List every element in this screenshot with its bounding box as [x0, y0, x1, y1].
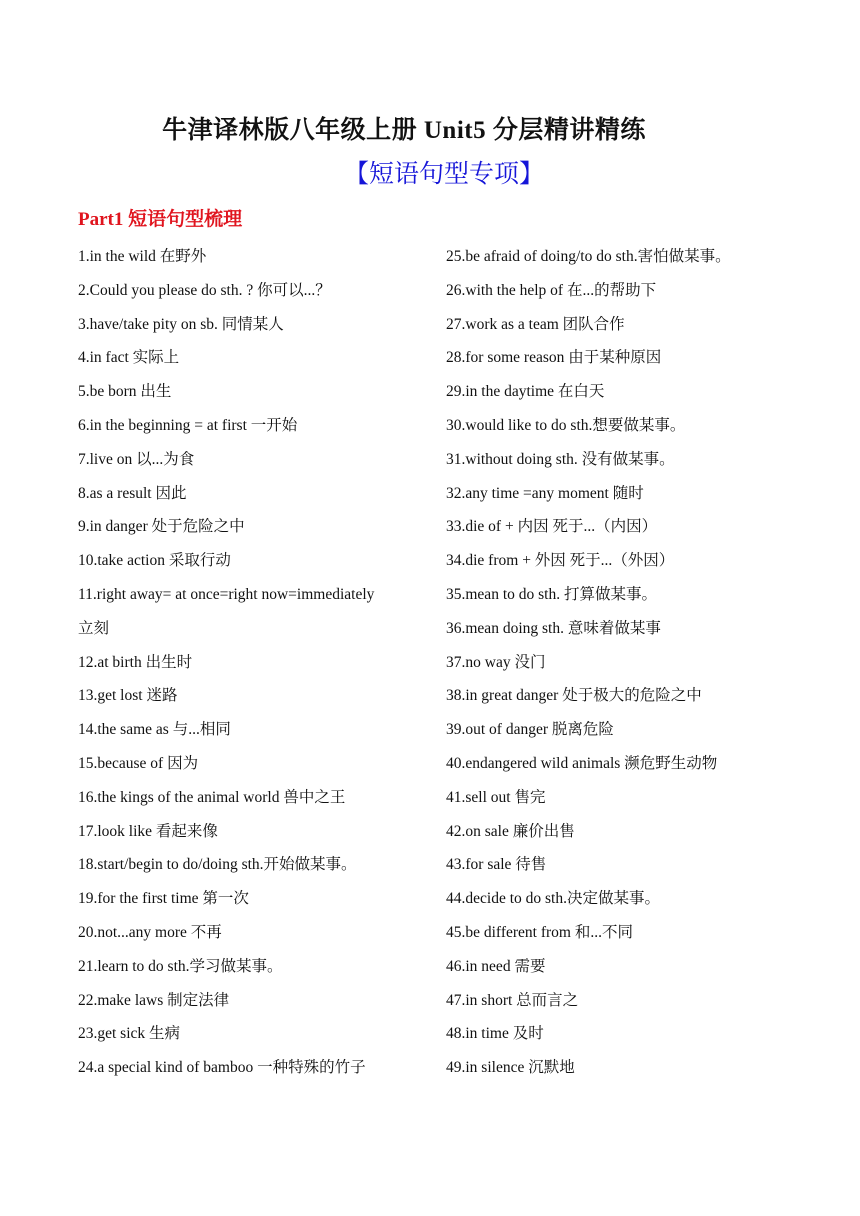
phrase-item: 22.make laws 制定法律: [78, 991, 230, 1009]
phrase-item: 40.endangered wild animals 濒危野生动物: [446, 754, 718, 772]
page-subtitle: 【短语句型专项】: [343, 159, 544, 188]
section-heading: Part1 短语句型梳理: [78, 209, 243, 230]
phrase-item: 25.be afraid of doing/to do sth.害怕做某事。: [446, 248, 731, 265]
phrase-item: 29.in the daytime 在白天: [446, 383, 605, 401]
phrase-item: 44.decide to do sth.决定做某事。: [446, 890, 660, 908]
phrase-item: 3.have/take pity on sb. 同情某人: [78, 315, 284, 333]
phrase-item: 47.in short 总而言之: [446, 991, 579, 1009]
phrase-item: 48.in time 及时: [446, 1025, 544, 1043]
phrase-item: 10.take action 采取行动: [78, 552, 231, 570]
phrase-item: 13.get lost 迷路: [78, 687, 178, 705]
phrase-item: 17.look like 看起来像: [78, 822, 218, 840]
phrase-item: 6.in the beginning = at first 一开始: [78, 416, 298, 434]
phrase-item: 8.as a result 因此: [78, 484, 187, 502]
phrase-item: 43.for sale 待售: [446, 856, 547, 874]
phrase-item: 23.get sick 生病: [78, 1025, 181, 1043]
phrase-item: 35.mean to do sth. 打算做某事。: [446, 585, 657, 603]
phrase-item: 42.on sale 廉价出售: [446, 822, 575, 840]
phrase-item: 19.for the first time 第一次: [78, 890, 249, 908]
phrase-item: 9.in danger 处于危险之中: [78, 518, 245, 536]
phrase-item: 11.right away= at once=right now=immediately: [78, 585, 375, 603]
phrase-item: 20.not...any more 不再: [78, 923, 222, 941]
phrase-item: 36.mean doing sth. 意味着做某事: [446, 619, 661, 637]
phrase-item: 2.Could you please do sth. ? 你可以...？: [78, 281, 331, 299]
phrase-item: 21.learn to do sth.学习做某事。: [78, 957, 283, 975]
phrase-item: 32.any time =any moment 随时: [446, 484, 644, 502]
phrase-item: 28.for some reason 由于某种原因: [446, 349, 662, 367]
phrase-item: 16.the kings of the animal world 兽中之王: [78, 788, 346, 806]
phrase-item: 7.live on 以...为食: [78, 450, 195, 468]
phrase-item: 5.be born 出生: [78, 383, 172, 401]
phrase-item: 1.in the wild 在野外: [78, 248, 207, 265]
phrase-item: 12.at birth 出生时: [78, 653, 193, 671]
phrase-item: 38.in great danger 处于极大的危险之中: [446, 687, 702, 705]
phrase-item: 37.no way 没门: [446, 653, 546, 671]
phrase-item: 18.start/begin to do/doing sth.开始做某事。: [78, 856, 357, 874]
page-title: 牛津译林版八年级上册 Unit5 分层精讲精练: [162, 117, 646, 144]
phrase-item: 41.sell out 售完: [446, 788, 546, 806]
phrase-item: 33.die of + 内因 死于...（内因）: [446, 518, 658, 536]
phrase-item: 34.die from + 外因 死于...（外因）: [446, 552, 675, 570]
phrase-item: 46.in need 需要: [446, 957, 546, 975]
phrase-item: 14.the same as 与...相同: [78, 721, 231, 739]
phrase-item: 31.without doing sth. 没有做某事。: [446, 450, 675, 468]
phrase-item-continuation: 立刻: [78, 619, 110, 637]
phrase-item: 49.in silence 沉默地: [446, 1059, 575, 1077]
phrase-item: 24.a special kind of bamboo 一种特殊的竹子: [78, 1059, 366, 1077]
phrase-list-left: [78, 244, 423, 1089]
phrase-item: 30.would like to do sth.想要做某事。: [446, 416, 686, 434]
phrase-item: 45.be different from 和...不同: [446, 923, 633, 941]
phrase-item: 27.work as a team 团队合作: [446, 315, 625, 333]
phrase-item: 39.out of danger 脱离危险: [446, 721, 614, 739]
phrase-item: 26.with the help of 在...的帮助下: [446, 281, 657, 299]
phrase-item: 15.because of 因为: [78, 754, 199, 772]
phrase-list-right: [446, 244, 776, 1089]
phrase-item: 4.in fact 实际上: [78, 349, 180, 367]
